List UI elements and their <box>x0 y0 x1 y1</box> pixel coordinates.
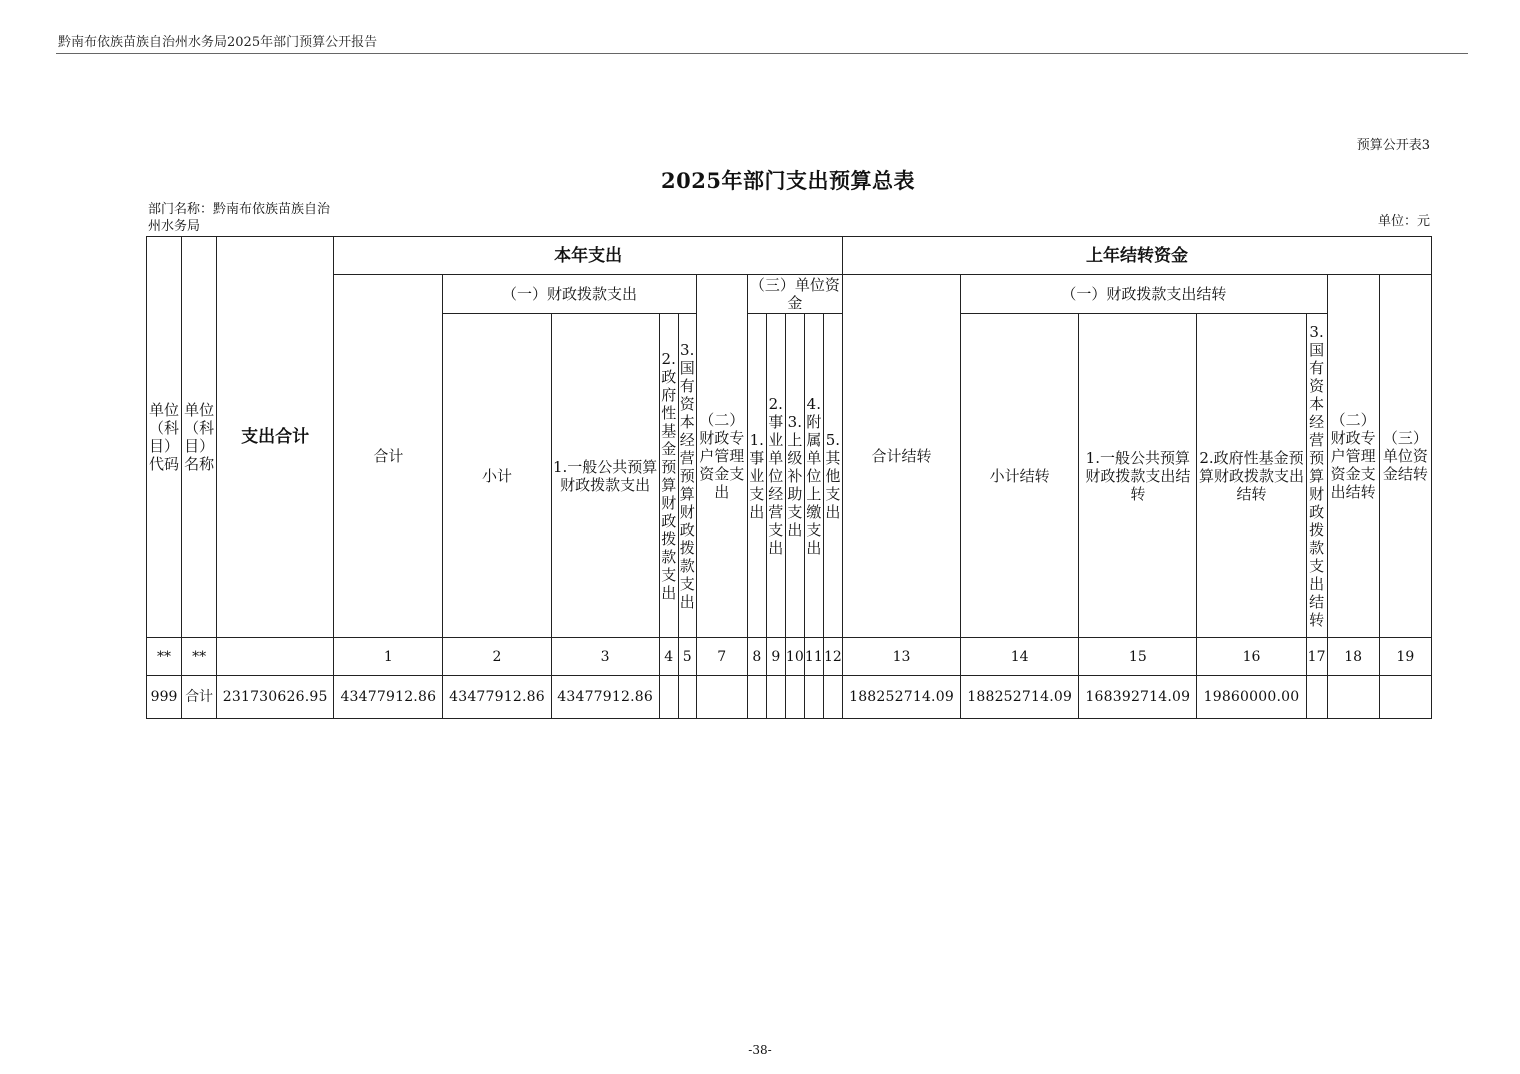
header-state-capital: 3.国有资本经营预算财政拨款支出 <box>678 314 696 638</box>
col-num: 10 <box>785 638 804 676</box>
cell-sum: 43477912.86 <box>334 676 443 719</box>
budget-table <box>146 236 1432 719</box>
header-subtotal-carry: 小计结转 <box>961 314 1079 638</box>
header-subsidy: 3.上级补助支出 <box>785 314 804 638</box>
header-unit-funds: （三）单位资金 <box>747 275 842 314</box>
header-gov-fund: 2.政府性基金预算财政拨款支出 <box>659 314 678 638</box>
header-state-capital-carry: 3.国有资本经营预算财政拨款支出结转 <box>1306 314 1327 638</box>
header-unit-carry: （三）单位资金结转 <box>1379 275 1431 638</box>
header-sum: 合计 <box>334 275 443 638</box>
col-num: 12 <box>823 638 842 676</box>
col-num: 9 <box>766 638 785 676</box>
col-num: 15 <box>1079 638 1197 676</box>
unit-label: 单位：元 <box>1377 214 1430 229</box>
header-business: 1.事业支出 <box>747 314 766 638</box>
cell-general-carry: 168392714.09 <box>1079 676 1197 719</box>
cell-operating <box>766 676 785 719</box>
col-num: 7 <box>696 638 747 676</box>
col-num: 1 <box>334 638 443 676</box>
page-title: 2025年部门支出预算总表 <box>661 168 915 193</box>
header-special: （二）财政专户管理资金支出 <box>696 275 747 638</box>
col-num: 16 <box>1197 638 1306 676</box>
cell-total: 231730626.95 <box>217 676 334 719</box>
running-header: 黔南布依族苗族自治州水务局2025年部门预算公开报告 <box>58 35 378 50</box>
cell-subtotal-carry: 188252714.09 <box>961 676 1079 719</box>
cell-affiliated <box>804 676 823 719</box>
column-number-row <box>147 638 1432 676</box>
cell-sum-carry: 188252714.09 <box>842 676 960 719</box>
cell-unit-carry <box>1379 676 1431 719</box>
cell-code: 999 <box>147 676 182 719</box>
cell-special-carry <box>1327 676 1379 719</box>
cell-gov-fund-carry: 19860000.00 <box>1197 676 1306 719</box>
header-fiscal: （一）财政拨款支出 <box>443 275 696 314</box>
cell-special <box>696 676 747 719</box>
department-label: 部门名称：黔南布依族苗族自治州水务局 <box>148 202 331 234</box>
cell-name: 合计 <box>182 676 217 719</box>
header-general-carry: 1.一般公共预算财政拨款支出结转 <box>1079 314 1197 638</box>
cell-subsidy <box>785 676 804 719</box>
header-fiscal-carry: （一）财政拨款支出结转 <box>961 275 1327 314</box>
header-sum-carry: 合计结转 <box>842 275 960 638</box>
col-num: ** <box>182 638 217 676</box>
header-total: 支出合计 <box>217 237 334 638</box>
header-last-year: 上年结转资金 <box>842 237 1431 275</box>
table-number: 预算公开表3 <box>1356 138 1430 153</box>
header-rule <box>56 53 1468 54</box>
col-num: 17 <box>1306 638 1327 676</box>
header-unit-code: 单位（科目）代码 <box>147 237 182 638</box>
page-number: -38- <box>748 1043 772 1057</box>
header-subtotal: 小计 <box>443 314 551 638</box>
table-row <box>147 676 1432 719</box>
cell-state-capital-carry <box>1306 676 1327 719</box>
header-gov-fund-carry: 2.政府性基金预算财政拨款支出结转 <box>1197 314 1306 638</box>
col-num: 4 <box>659 638 678 676</box>
col-num: 2 <box>443 638 551 676</box>
col-num: 19 <box>1379 638 1431 676</box>
col-num <box>217 638 334 676</box>
cell-subtotal: 43477912.86 <box>443 676 551 719</box>
header-general: 1.一般公共预算财政拨款支出 <box>551 314 659 638</box>
cell-state-capital <box>678 676 696 719</box>
header-special-carry: （二）财政专户管理资金支出结转 <box>1327 275 1379 638</box>
header-affiliated: 4.附属单位上缴支出 <box>804 314 823 638</box>
col-num: ** <box>147 638 182 676</box>
cell-general: 43477912.86 <box>551 676 659 719</box>
cell-business <box>747 676 766 719</box>
col-num: 13 <box>842 638 960 676</box>
header-unit-name: 单位（科目）名称 <box>182 237 217 638</box>
col-num: 18 <box>1327 638 1379 676</box>
cell-gov-fund <box>659 676 678 719</box>
col-num: 8 <box>747 638 766 676</box>
cell-other <box>823 676 842 719</box>
header-operating: 2.事业单位经营支出 <box>766 314 785 638</box>
col-num: 11 <box>804 638 823 676</box>
col-num: 3 <box>551 638 659 676</box>
header-other: 5.其他支出 <box>823 314 842 638</box>
header-this-year: 本年支出 <box>334 237 843 275</box>
col-num: 14 <box>961 638 1079 676</box>
col-num: 5 <box>678 638 696 676</box>
